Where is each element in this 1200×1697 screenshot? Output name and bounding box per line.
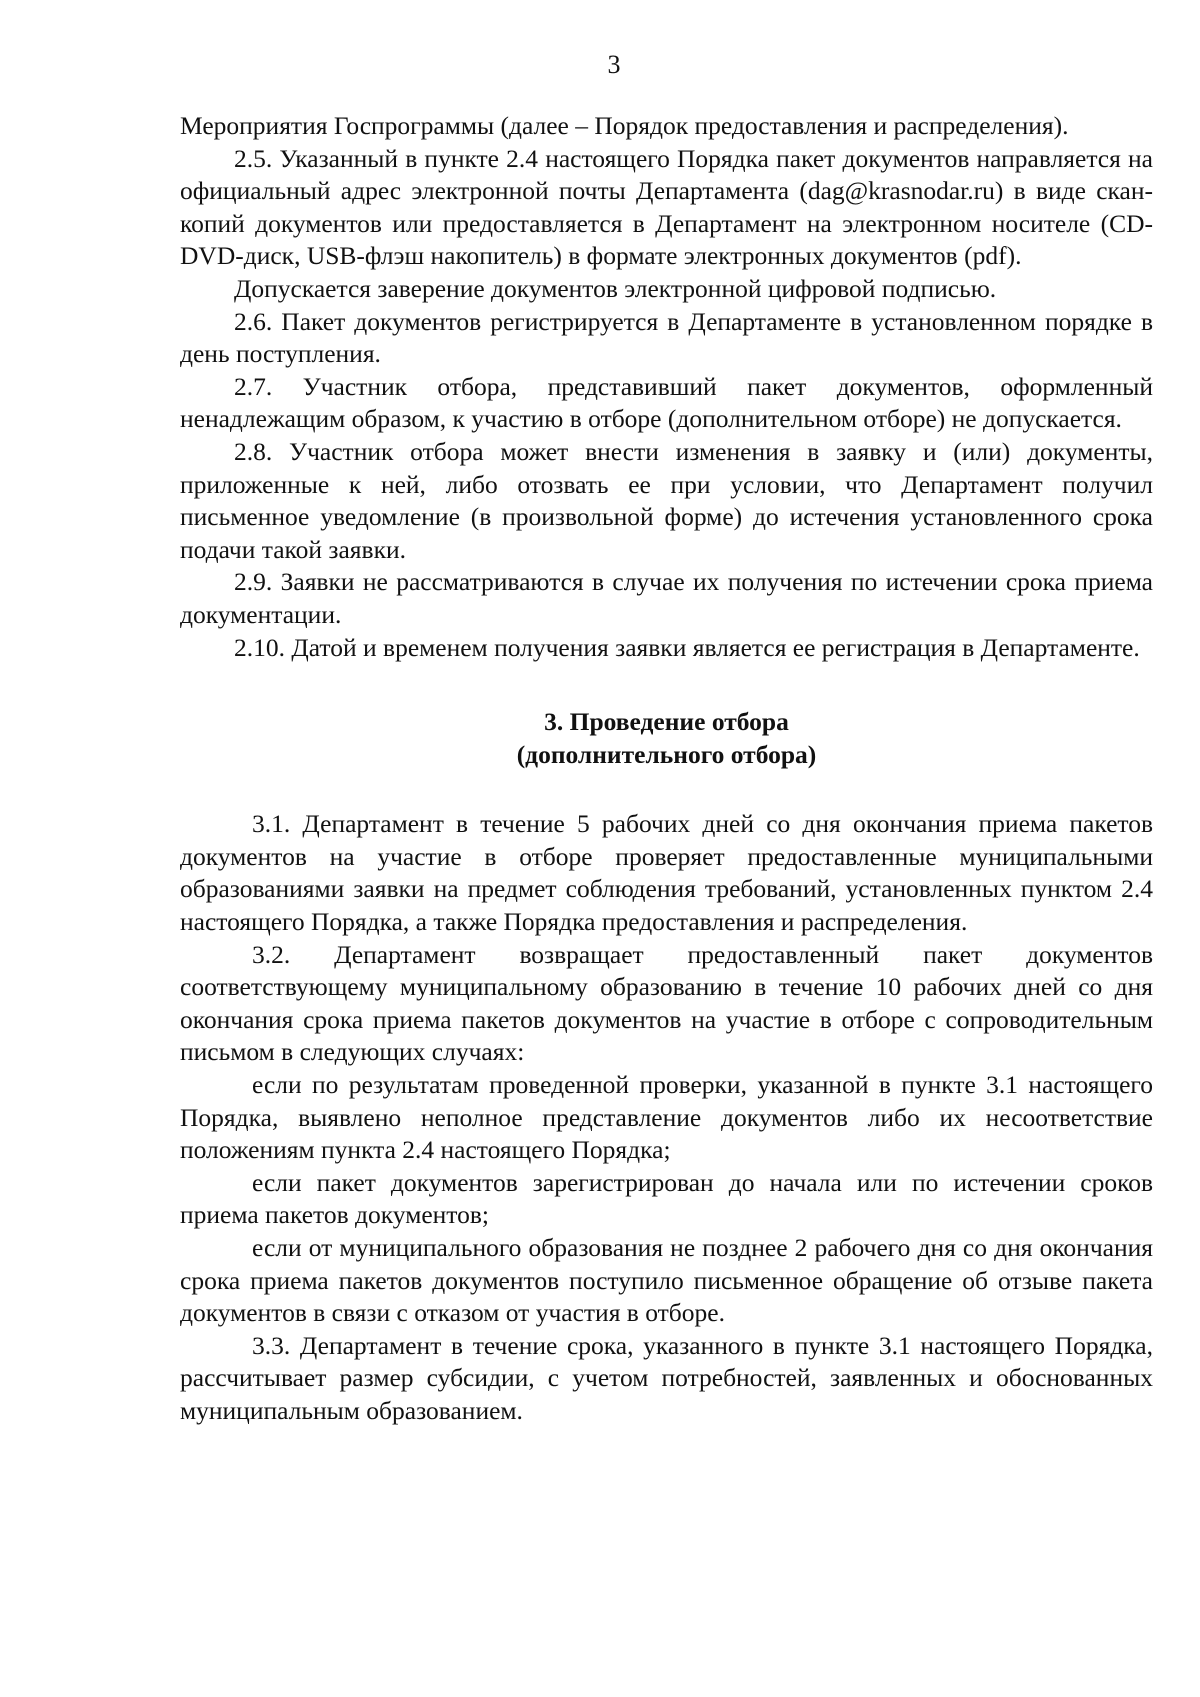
paragraph-2-7: 2.7. Участник отбора, представивший пакет документов, оформленный ненадлежащим образом, к участию в отборе (дополнительном отборе) не допускается. <box>180 371 1153 434</box>
section-3-heading-line-2: (дополнительного отбора) <box>516 739 817 769</box>
paragraph-2-9: 2.9. Заявки не рассматриваются в случае их получения по истечении срока приема документации. <box>180 567 1153 629</box>
spacer <box>180 771 1153 808</box>
paragraph-3-1: 3.1. Департамент в течение 5 рабочих дней со дня окончания приема пакетов документов на участие в отборе проверяет предоставленные муниципальными образованиями заявки на предмет соблюдения требований, установленных пунктом 2.4 настоящего Порядка, а также Порядка предоставления и распределения. <box>180 809 1153 937</box>
paragraph-continuation: Мероприятия Госпрограммы (далее – Порядок предоставления и распределения). <box>180 111 1069 140</box>
paragraph-2-6: 2.6. Пакет документов регистрируется в Департаменте в установленном порядке в день поступления. <box>180 306 1153 369</box>
paragraph-2-8: 2.8. Участник отбора может внести изменения в заявку и (или) документы, приложенные к ней, либо отозвать ее при условии, что Департамент получил письменное уведомление (в произвольной форме) до истечения установленного срока подачи такой заявки. <box>180 436 1153 564</box>
paragraph-signature-note: Допускается заверение документов электронной цифровой подписью. <box>234 273 997 303</box>
paragraph-2-10: 2.10. Датой и временем получения заявки является ее регистрация в Департаменте. <box>234 632 1140 662</box>
paragraph-3-2-case-1: если по результатам проведенной проверки, указанной в пункте 3.1 настоящего Порядка, выявлено неполное представление документов либо их несоответствие положениям пункта 2.4 настоящего Порядка; <box>180 1070 1153 1165</box>
page-number: 3 <box>607 50 621 79</box>
paragraph-3-2-case-2: если пакет документов зарегистрирован до начала или по истечении сроков приема пакетов документов; <box>180 1167 1153 1230</box>
spacer <box>180 664 1153 706</box>
paragraph-3-3: 3.3. Департамент в течение срока, указанного в пункте 3.1 настоящего Порядка, рассчитывает размер субсидии, с учетом потребностей, заявленных и обоснованных муниципальным образованием. <box>180 1330 1153 1425</box>
paragraph-3-2: 3.2. Департамент возвращает предоставленный пакет документов соответствующему муниципальному образованию в течение 10 рабочих дней со дня окончания срока приема пакетов документов на участие в отборе с сопроводительным письмом в следующих случаях: <box>180 939 1153 1067</box>
section-3-heading-line-1: 3. Проведение отбора <box>544 707 789 737</box>
paragraph-2-5: 2.5. Указанный в пункте 2.4 настоящего Порядка пакет документов направляется на официальный адрес электронной почты Департамента (dag@krasnodar.ru) в виде скан-копий документов или предоставляется в Департамент на электронном носителе (CD-DVD-диск, USB-флэш накопитель) в формате электронных документов (pdf). <box>180 143 1153 271</box>
document-body <box>180 110 1153 1428</box>
paragraph-3-2-case-3: если от муниципального образования не позднее 2 рабочего дня со дня окончания срока приема пакетов документов поступило письменное обращение об отзыве пакета документов в связи с отказом от участия в отборе. <box>180 1233 1153 1328</box>
